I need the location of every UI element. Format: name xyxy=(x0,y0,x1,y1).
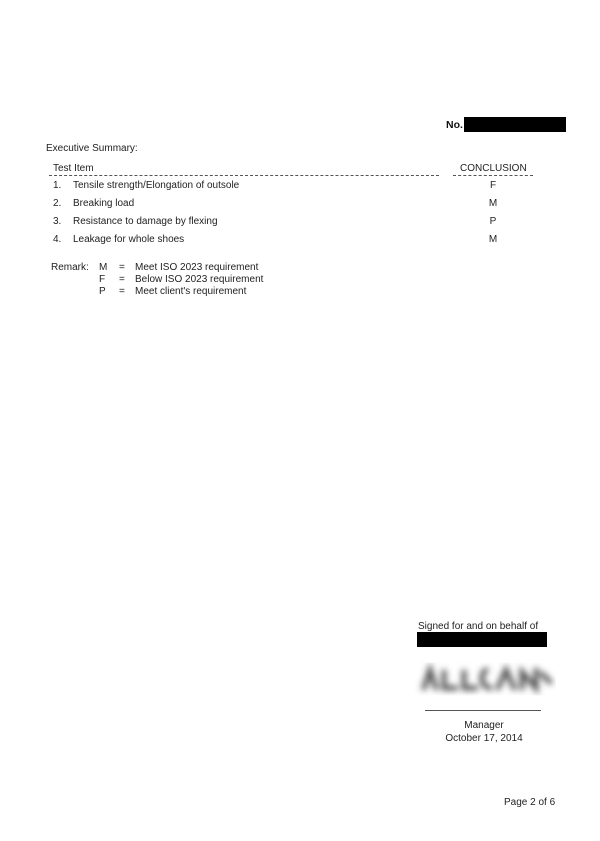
report-number-label: No. xyxy=(446,119,463,131)
header-divider-left xyxy=(49,175,439,176)
row-number: 1. xyxy=(53,180,62,191)
conclusion-value: M xyxy=(488,198,498,209)
remark-text: Meet ISO 2023 requirement xyxy=(135,262,259,273)
executive-summary-title: Executive Summary: xyxy=(46,143,138,154)
conclusion-value: M xyxy=(488,234,498,245)
row-number: 3. xyxy=(53,216,62,227)
test-item: Breaking load xyxy=(73,198,135,209)
column-header-test-item: Test Item xyxy=(53,163,94,174)
signature-line xyxy=(425,710,541,711)
remark-legend xyxy=(51,262,263,298)
remark-equals: = xyxy=(119,262,125,273)
redacted-report-number xyxy=(464,117,566,132)
table-row xyxy=(0,216,600,230)
header-divider-right xyxy=(453,175,533,176)
signature-date: October 17, 2014 xyxy=(445,733,523,744)
row-number: 2. xyxy=(53,198,62,209)
test-item: Leakage for whole shoes xyxy=(73,234,185,245)
remark-code: P xyxy=(99,286,106,297)
test-item: Resistance to damage by flexing xyxy=(73,216,218,227)
table-row xyxy=(0,180,600,194)
remark-equals: = xyxy=(119,286,125,297)
row-number: 4. xyxy=(53,234,62,245)
blurred-signature xyxy=(414,652,556,702)
remark-label: Remark: xyxy=(51,262,89,273)
table-row xyxy=(0,234,600,248)
remark-code: F xyxy=(99,274,106,285)
conclusion-value: F xyxy=(489,180,497,191)
page-number: Page 2 of 6 xyxy=(504,797,556,808)
table-row xyxy=(0,198,600,212)
conclusion-value: P xyxy=(489,216,497,227)
redacted-company-name xyxy=(417,632,547,647)
remark-equals: = xyxy=(119,274,125,285)
signatory-title: Manager xyxy=(464,720,504,731)
remark-text: Below ISO 2023 requirement xyxy=(135,274,264,285)
column-header-conclusion: CONCLUSION xyxy=(460,163,527,174)
signed-for-text: Signed for and on behalf of xyxy=(418,621,539,632)
remark-text: Meet client's requirement xyxy=(135,286,247,297)
test-item: Tensile strength/Elongation of outsole xyxy=(73,180,240,191)
remark-code: M xyxy=(99,262,108,273)
